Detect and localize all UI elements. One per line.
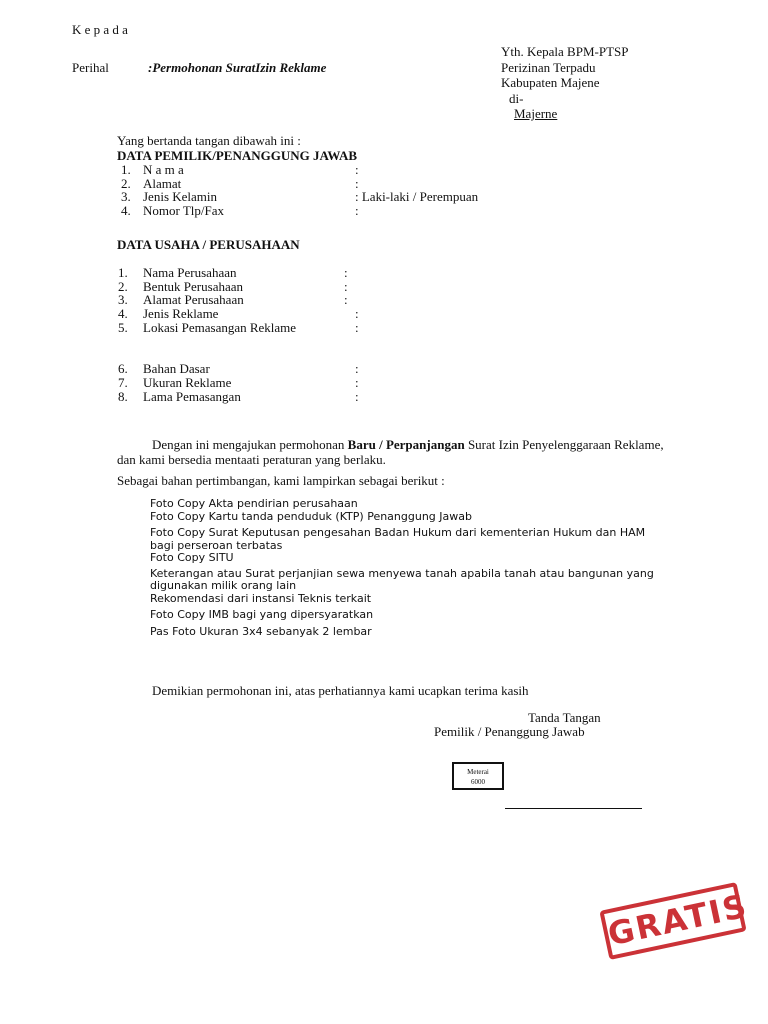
company-field-value: :	[355, 320, 359, 335]
addressee-line: Kabupaten Majene	[501, 75, 600, 90]
owner-field-num: 4.	[121, 203, 131, 218]
owner-field-label: N a m a	[143, 162, 184, 177]
company-field-num: 2.	[118, 279, 128, 294]
perihal-value: :Permohonan SuratIzin Reklame	[148, 60, 327, 75]
meterai-label: Meterai	[467, 768, 489, 776]
company-field-num: 5.	[118, 320, 128, 335]
company-field-value: :	[344, 292, 348, 307]
addressee-line: Perizinan Terpadu	[501, 60, 596, 75]
owner-field-label: Nomor Tlp/Fax	[143, 203, 225, 218]
signature-title: Tanda Tangan	[528, 710, 601, 725]
meterai-value: 6000	[471, 778, 485, 786]
request-paragraph-line2: dan kami bersedia mentaati peraturan yang berlaku.	[117, 452, 386, 467]
request-paragraph	[152, 437, 664, 453]
company-field-label: Bentuk Perusahaan	[143, 279, 244, 294]
kepada-label: K e p a d a	[72, 22, 128, 37]
attachment-item: Foto Copy IMB bagi yang dipersyaratkan	[150, 608, 374, 621]
meterai-stamp	[452, 762, 504, 790]
company-field-value: :	[355, 389, 359, 404]
request-type: Baru / Perpanjangan	[347, 437, 465, 452]
request-text-end: Surat Izin Penyelenggaraan Reklame,	[464, 437, 664, 452]
company-field-value: :	[355, 306, 359, 321]
owner-field-num: 3.	[121, 189, 131, 204]
owner-field-value: :	[355, 162, 359, 177]
company-field-label: Jenis Reklame	[143, 306, 219, 321]
intro-text: Yang bertanda tangan dibawah ini :	[117, 133, 301, 148]
attachment-item: Keterangan atau Surat perjanjian sewa menyewa tanah apabila tanah atau bangunan yang	[150, 567, 654, 580]
attachments-intro: Sebagai bahan pertimbangan, kami lampirkan sebagai berikut :	[117, 473, 445, 488]
attachment-item: Rekomendasi dari instansi Teknis terkait	[150, 592, 372, 605]
company-field-num: 8.	[118, 389, 128, 404]
attachment-item: Foto Copy Akta pendirian perusahaan	[150, 497, 358, 510]
closing-text: Demikian permohonan ini, atas perhatiannya kami ucapkan terima kasih	[152, 683, 529, 698]
company-field-num: 6.	[118, 361, 128, 376]
company-field-num: 7.	[118, 375, 128, 390]
company-field-value: :	[344, 265, 348, 280]
owner-field-num: 2.	[121, 176, 131, 191]
company-field-label: Nama Perusahaan	[143, 265, 237, 280]
owner-field-num: 1.	[121, 162, 131, 177]
gratis-stamp: GRATIS	[599, 882, 746, 960]
company-field-label: Lokasi Pemasangan Reklame	[143, 320, 297, 335]
attachment-item: Foto Copy Surat Keputusan pengesahan Badan Hukum dari kementerian Hukum dan HAM	[150, 526, 646, 539]
company-field-label: Alamat Perusahaan	[143, 292, 244, 307]
company-field-num: 4.	[118, 306, 128, 321]
attachment-item: bagi perseroan terbatas	[150, 539, 283, 552]
attachment-item: Pas Foto Ukuran 3x4 sebanyak 2 lembar	[150, 625, 372, 638]
signature-role: Pemilik / Penanggung Jawab	[434, 724, 585, 739]
addressee-line: Yth. Kepala BPM-PTSP	[501, 44, 629, 59]
owner-field-value: : Laki-laki / Perempuan	[355, 189, 479, 204]
company-field-num: 1.	[118, 265, 128, 280]
attachment-item: Foto Copy Kartu tanda penduduk (KTP) Penanggung Jawab	[150, 510, 472, 523]
attachment-item: Foto Copy SITU	[150, 551, 234, 564]
company-field-num: 3.	[118, 292, 128, 307]
addressee-city: Majerne	[514, 106, 558, 121]
attachment-item: digunakan milik orang lain	[150, 579, 297, 592]
owner-field-label: Jenis Kelamin	[143, 189, 218, 204]
company-field-label: Lama Pemasangan	[143, 389, 241, 404]
owner-section-title: DATA PEMILIK/PENANGGUNG JAWAB	[117, 148, 358, 163]
owner-field-value: :	[355, 203, 359, 218]
company-field-value: :	[355, 375, 359, 390]
company-field-value: :	[355, 361, 359, 376]
company-field-value: :	[344, 279, 348, 294]
signature-line	[505, 808, 642, 809]
addressee-line: di-	[509, 91, 524, 106]
owner-field-label: Alamat	[143, 176, 182, 191]
company-section-title: DATA USAHA / PERUSAHAAN	[117, 237, 300, 252]
company-field-label: Bahan Dasar	[143, 361, 210, 376]
perihal-label: Perihal	[72, 60, 109, 75]
request-text-start: Dengan ini mengajukan permohonan	[152, 437, 348, 452]
company-field-label: Ukuran Reklame	[143, 375, 232, 390]
owner-field-value: :	[355, 176, 359, 191]
